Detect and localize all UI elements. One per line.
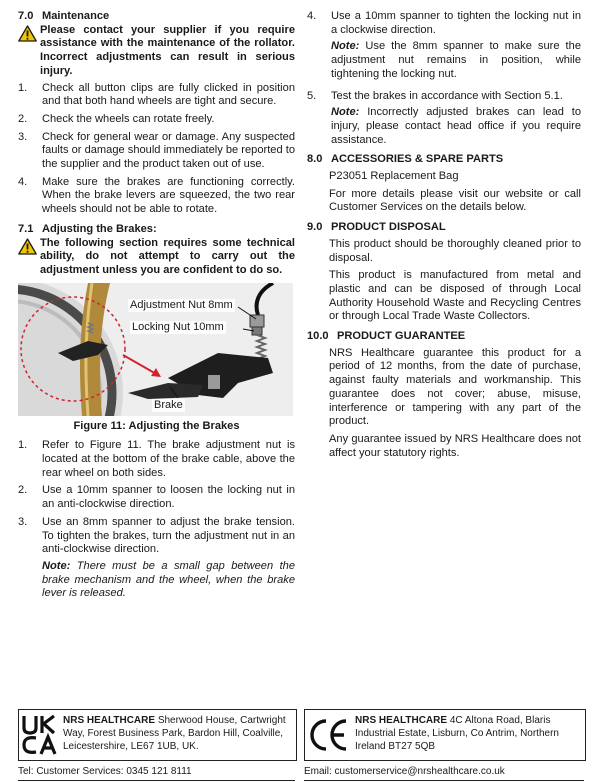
list-item: 3. Check for general wear or damage. Any suspected faults or damage should immediately be reported to the supplier and the product taken out of use. bbox=[18, 130, 295, 171]
brakes-list bbox=[18, 439, 295, 601]
brakes-warning bbox=[18, 237, 295, 278]
figure-caption: Figure 11: Adjusting the Brakes bbox=[73, 419, 240, 432]
email: Email: customerservice@nrshealthcare.co.uk bbox=[304, 765, 584, 781]
list-item: 1. Refer to Figure 11. The brake adjustment nut is located at the bottom of the brake cable, above the rear wheel on both sides. bbox=[18, 439, 295, 479]
adjusting-brakes-heading bbox=[18, 223, 295, 237]
list-item: 2. Check the wheels can rotate freely. bbox=[18, 112, 215, 125]
ni-address: NRS HEALTHCARE 4C Altona Road, Blaris Industrial Estate, Lisburn, Co Antrim, Northern Ireland BT27 5QB bbox=[355, 715, 559, 752]
warning-text: Please contact your supplier if you require assistance with the maintenance of the rollator. Incorrect adjustments can result in serious injury. bbox=[40, 23, 295, 77]
list-item: 5. Test the brakes in accordance with Section 5.1. Note: Incorrectly adjusted brakes can lead to injury, please contact head office if you require assistance. bbox=[307, 89, 581, 146]
accessories-heading: 8.0 ACCESSORIES & SPARE PARTS bbox=[307, 153, 504, 166]
tighten-note: Note: Use the 8mm spanner to make sure the adjustment nut remains in position, while tightening the locking nut. bbox=[331, 40, 581, 80]
section-number: 7.0 bbox=[18, 10, 34, 22]
list-item: 1. Check all button clips are fully clicked in position and that both hand wheels are tight and secure. bbox=[18, 81, 295, 108]
list-item: 4. Use a 10mm spanner to tighten the locking nut in a clockwise direction. Note: Use the 8mm spanner to make sure the adjustment nut remains in position, while tightening the locking nut. bbox=[307, 10, 581, 80]
maintenance-list bbox=[18, 82, 295, 217]
disposal-heading: 9.0 PRODUCT DISPOSAL bbox=[307, 221, 446, 234]
list-item: 4. Make sure the brakes are functioning correctly. When the brake levers are squeezed, the two rear wheels should not be able to rotate. bbox=[18, 175, 295, 216]
maintenance-heading bbox=[18, 10, 295, 24]
warning-text: The following section requires some technical ability, do not attempt to carry out the adjustment unless you are confident to do so. bbox=[40, 236, 295, 276]
guarantee-rights: Any guarantee issued by NRS Healthcare does not affect your statutory rights. bbox=[329, 432, 581, 459]
left-column bbox=[18, 10, 295, 605]
warning-icon bbox=[18, 238, 37, 255]
warning-icon bbox=[18, 25, 37, 42]
accessories-details: For more details please visit our website or call Customer Services on the details below. bbox=[329, 187, 581, 214]
brake-figure bbox=[18, 283, 293, 416]
accessories-part: P23051 Replacement Bag bbox=[329, 170, 459, 183]
section-title: Maintenance bbox=[42, 10, 110, 22]
disposal-method: This product is manufactured from metal and plastic and can be disposed of through Local Authority Household Waste and Recycling Centres or through Local Trade Waste Collectors. bbox=[329, 269, 581, 323]
telephone: Tel: Customer Services: 0345 121 8111 bbox=[18, 765, 295, 781]
brakes-list-continued bbox=[307, 10, 581, 147]
locking-nut-label: Locking Nut 10mm bbox=[132, 320, 224, 333]
guarantee-heading: 10.0 PRODUCT GUARANTEE bbox=[307, 330, 466, 343]
disposal-clean: This product should be thoroughly cleaned prior to disposal. bbox=[329, 237, 581, 264]
adjustment-nut-label: Adjustment Nut 8mm bbox=[130, 298, 233, 311]
maintenance-warning bbox=[18, 24, 295, 79]
uk-address-box bbox=[18, 709, 297, 761]
section-title: Adjusting the Brakes: bbox=[42, 222, 157, 235]
ukca-mark bbox=[22, 714, 58, 756]
brake-gap-note: Note: There must be a small gap between the brake mechanism and the wheel, when the brake lever is released. bbox=[42, 559, 295, 600]
section-number: 7.1 bbox=[18, 222, 34, 235]
incorrect-adjust-note: Note: Incorrectly adjusted brakes can lead to injury, please contact head office if you require assistance. bbox=[331, 106, 581, 146]
uk-address: NRS HEALTHCARE Sherwood House, Cartwright Way, Forest Business Park, Bardon Hill, Coalville, Leicestershire, LE67 1UB, UK. bbox=[63, 715, 286, 752]
list-item: 2. Use a 10mm spanner to loosen the locking nut in an anti-clockwise direction. bbox=[18, 484, 295, 511]
ni-address-box bbox=[304, 709, 586, 761]
right-column bbox=[307, 10, 581, 464]
footer bbox=[18, 709, 584, 780]
ce-mark bbox=[309, 718, 349, 752]
list-item: 3. Use an 8mm spanner to adjust the brake tension. To tighten the brakes, turn the adjustment nut in an anti-clockwise direction. Note: There must be a small gap between the brake mechanism and the wheel, when the brake lever is released. bbox=[18, 515, 295, 600]
guarantee-period: NRS Healthcare guarantee this product for a period of 12 months, from the date of purchase, against faulty materials and workmanship. This guarantee does not cover; abuse, misuse, interference or tampering with any part of the product. bbox=[329, 346, 581, 428]
brake-label: Brake bbox=[154, 398, 183, 411]
